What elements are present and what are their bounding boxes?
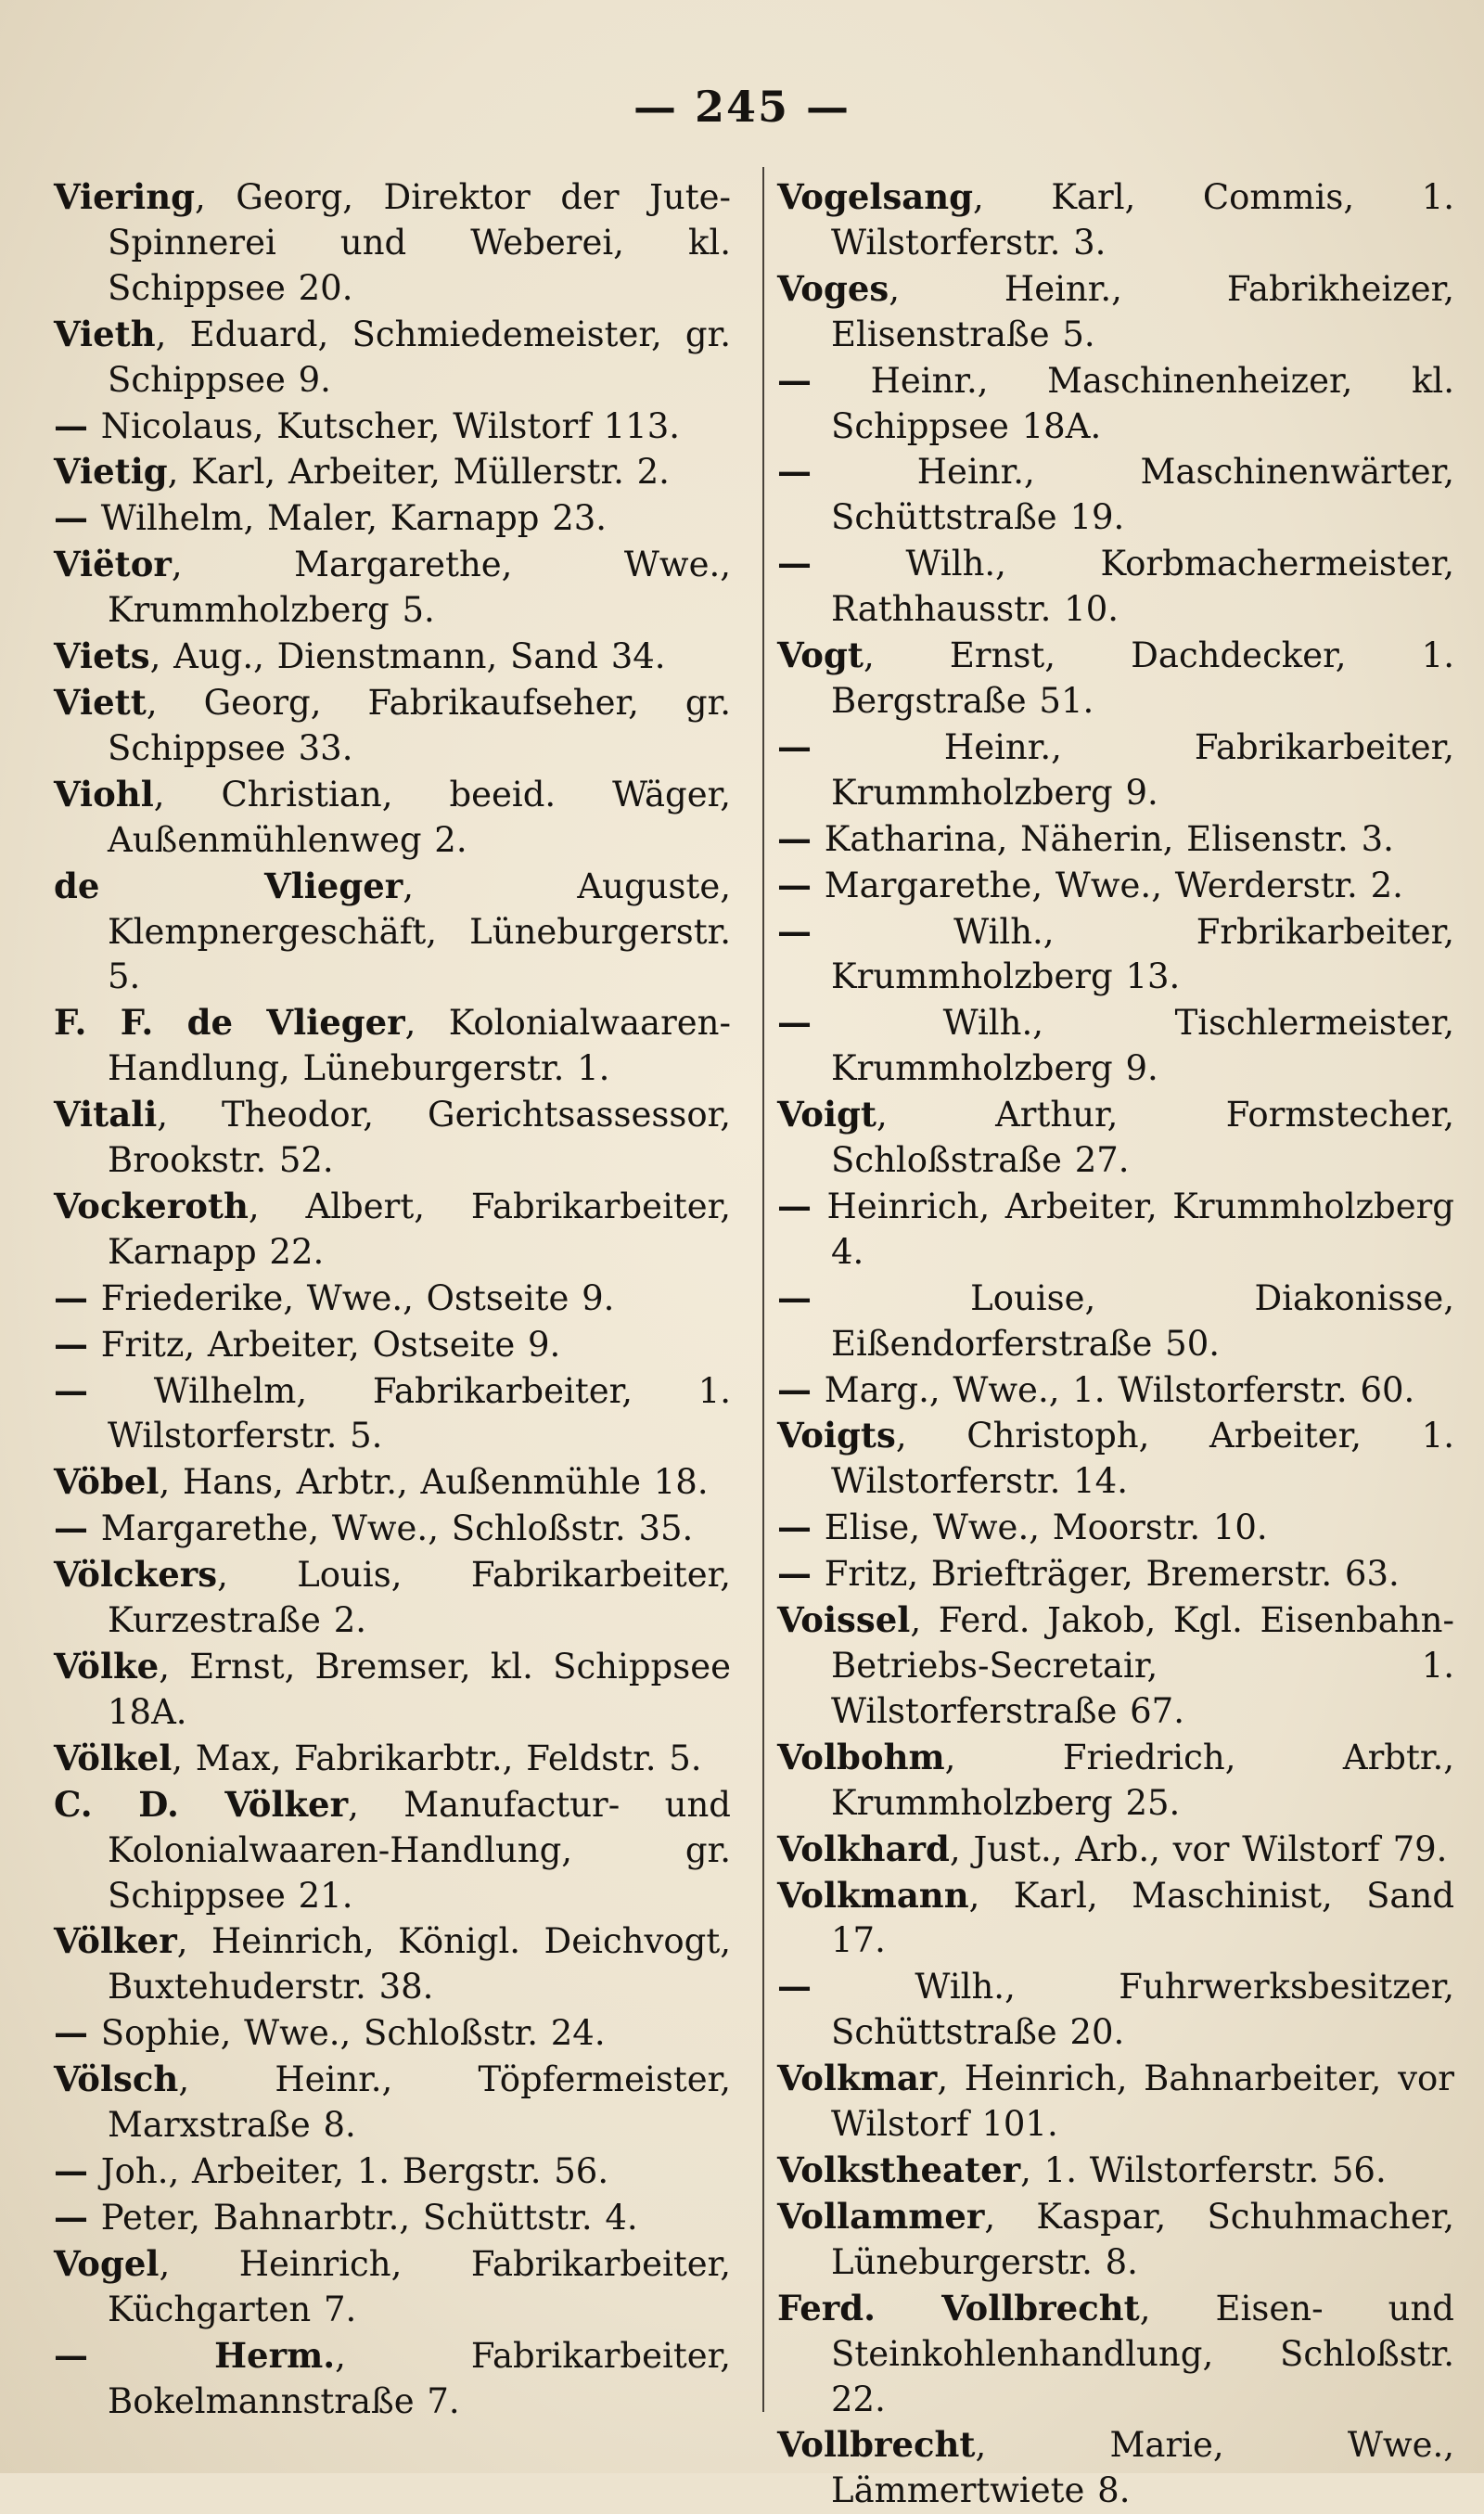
entry-name: — Herm. <box>54 2334 336 2376</box>
entry-name: — <box>777 1276 812 1318</box>
entry-details: , Max, Fabrikarbtr., Feldstr. 5. <box>172 1738 702 1778</box>
entry-name: Volkmar <box>777 2058 938 2099</box>
entry-details: Friederike, Wwe., Ostseite 9. <box>88 1277 615 1318</box>
entry-name: Vieth <box>54 313 156 354</box>
directory-entry <box>54 1368 731 1460</box>
entry-name: — <box>54 1323 88 1365</box>
entry-name: Voges <box>777 267 889 309</box>
directory-entry <box>54 1506 731 1552</box>
entry-details: Margarethe, Wwe., Werderstr. 2. <box>812 865 1403 905</box>
directory-entry <box>54 2010 731 2057</box>
entry-name: — <box>777 1185 812 1226</box>
entry-name: — <box>777 1966 812 2007</box>
entry-details: Sophie, Wwe., Schloßstr. 24. <box>88 2013 606 2054</box>
entry-details: , Auguste, Klempnergeschäft, Lüneburgerstr. 5. <box>108 866 731 997</box>
entry-details: Wilh., Korbmachermeister, Rathhausstr. 10. <box>812 544 1454 630</box>
directory-entry <box>54 1184 731 1276</box>
entry-name: — <box>777 451 812 493</box>
entry-details: , Just., Arb., vor Wilstorf 79. <box>949 1828 1448 1869</box>
directory-entry <box>54 864 731 1001</box>
directory-entry <box>777 2422 1454 2514</box>
entry-name: Vietig <box>54 451 168 493</box>
entry-name: Volkstheater <box>777 2148 1021 2190</box>
entry-name: Vogt <box>777 635 864 676</box>
directory-entry <box>777 1184 1454 1276</box>
directory-entry <box>54 772 731 864</box>
entry-details: , Arthur, Formstecher, Schloßstraße 27. <box>831 1095 1454 1181</box>
directory-entry <box>777 2286 1454 2423</box>
entry-name: — <box>54 2149 88 2191</box>
entry-details: Peter, Bahnarbtr., Schüttstr. 4. <box>88 2197 638 2238</box>
directory-entry <box>777 1000 1454 1092</box>
entry-name: Volkhard <box>777 1828 950 1869</box>
directory-entry <box>54 2195 731 2241</box>
right-column <box>777 174 1454 2514</box>
entry-details: , Hans, Arbtr., Außenmühle 18. <box>159 1462 709 1503</box>
directory-entry <box>777 1276 1454 1367</box>
entry-details: , Albert, Fabrikarbeiter, Karnapp 22. <box>108 1186 731 1272</box>
entry-details: Nicolaus, Kutscher, Wilstorf 113. <box>88 405 681 446</box>
entry-details: , Christian, beeid. Wäger, Außenmühlenweg 2. <box>108 774 731 860</box>
entry-name: Volbohm <box>777 1736 945 1777</box>
directory-entry <box>777 449 1454 541</box>
column-divider <box>762 167 764 2412</box>
entry-details: , Georg, Direktor der Jute-Spinnerei und Weberei, kl. Schippsee 20. <box>108 177 731 308</box>
entry-details: , Heinrich, Fabrikarbeiter, Küchgarten 7. <box>108 2243 731 2329</box>
entry-details: , Georg, Fabrikaufseher, gr. Schippsee 33. <box>108 682 731 768</box>
entry-name: — <box>54 1369 88 1411</box>
directory-entry <box>54 449 731 495</box>
directory-entry <box>777 1873 1454 1965</box>
directory-entry <box>777 358 1454 450</box>
entry-details: Joh., Arbeiter, 1. Bergstr. 56. <box>88 2150 609 2191</box>
directory-entry <box>54 1000 731 1092</box>
entry-details: Fritz, Briefträger, Bremerstr. 63. <box>812 1554 1400 1595</box>
entry-name: Völkel <box>54 1737 173 1778</box>
entry-name: — <box>777 864 812 905</box>
left-column <box>54 174 731 2424</box>
directory-entry <box>777 1551 1454 1597</box>
entry-name: Viets <box>54 635 150 677</box>
directory-entry <box>54 1736 731 1782</box>
entry-details: Elise, Wwe., Moorstr. 10. <box>812 1507 1268 1548</box>
entry-details: Heinr., Fabrikarbeiter, Krummholzberg 9. <box>812 726 1454 813</box>
entry-name: Völker <box>54 1920 177 1962</box>
entry-name: Vockeroth <box>54 1185 249 1226</box>
directory-entry <box>777 541 1454 633</box>
entry-details: Marg., Wwe., 1. Wilstorferstr. 60. <box>812 1369 1415 1410</box>
entry-details: , Theodor, Gerichtsassessor, Brookstr. 52. <box>108 1095 731 1181</box>
directory-entry <box>54 1644 731 1736</box>
directory-entry <box>54 1459 731 1506</box>
entry-name: Volkmann <box>777 1874 969 1916</box>
directory-entry <box>54 1782 731 1919</box>
entry-details: Louise, Diakonisse, Eißendorferstraße 50. <box>812 1277 1454 1364</box>
entry-name: C. D. Völker <box>54 1783 349 1825</box>
directory-entry <box>54 174 731 312</box>
page-number: — 245 — <box>633 82 851 132</box>
entry-name: Voigts <box>777 1415 896 1456</box>
directory-entry <box>54 2333 731 2425</box>
entry-name: Voissel <box>777 1599 911 1641</box>
entry-details: Wilh., Frbrikarbeiter, Krummholzberg 13. <box>812 911 1454 997</box>
entry-name: — <box>777 910 812 952</box>
directory-entry <box>777 633 1454 725</box>
entry-name: — <box>777 359 812 401</box>
entry-name: Vogelsang <box>777 176 974 217</box>
entry-name: Voigt <box>777 1094 877 1135</box>
entry-name: de Vlieger <box>54 865 403 906</box>
entry-name: — <box>54 1507 88 1549</box>
entry-name: Vöbel <box>54 1461 160 1503</box>
entry-details: Margarethe, Wwe., Schloßstr. 35. <box>88 1508 694 1549</box>
entry-name: — <box>54 497 88 539</box>
entry-details: Wilhelm, Maler, Karnapp 23. <box>88 498 608 539</box>
entry-name: F. F. de Vlieger <box>54 1002 405 1044</box>
entry-details: Wilh., Tischlermeister, Krummholzberg 9. <box>812 1003 1454 1089</box>
directory-entry <box>54 1552 731 1644</box>
entry-name: — <box>777 1368 812 1410</box>
entry-details: , Friedrich, Arbtr., Krummholzberg 25. <box>831 1737 1454 1823</box>
entry-details: Fritz, Arbeiter, Ostseite 9. <box>88 1324 561 1365</box>
entry-name: Vollammer <box>777 2195 985 2237</box>
entry-details: , Eisen- und Steinkohlenhandlung, Schloßstr. 22. <box>831 2288 1454 2419</box>
entry-name: Völsch <box>54 2059 179 2100</box>
directory-entry <box>54 680 731 772</box>
entry-name: Vitali <box>54 1094 158 1135</box>
directory-entry <box>777 266 1454 358</box>
directory-entry <box>777 2148 1454 2194</box>
entry-name: Völke <box>54 1646 160 1687</box>
entry-details: , Heinrich, Königl. Deichvogt, Buxtehuderstr. 38. <box>108 1921 731 2007</box>
entry-details: Katharina, Näherin, Elisenstr. 3. <box>812 818 1394 859</box>
directory-entry <box>777 816 1454 863</box>
directory-entry <box>54 634 731 680</box>
entry-details: , Aug., Dienstmann, Sand 34. <box>149 636 666 677</box>
entry-details: Heinr., Maschinenwärter, Schüttstraße 19. <box>812 452 1454 538</box>
entry-name: Viering <box>54 176 195 217</box>
entry-name: Viëtor <box>54 544 172 585</box>
entry-name: Viohl <box>54 773 154 814</box>
entry-details: , Manufactur- und Kolonialwaaren-Handlung, gr. Schippsee 21. <box>108 1784 731 1916</box>
entry-details: , 1. Wilstorferstr. 56. <box>1020 2149 1387 2190</box>
entry-details: , Heinr., Fabrikheizer, Elisenstraße 5. <box>831 268 1454 354</box>
directory-entry <box>777 909 1454 1001</box>
directory-entry <box>54 2148 731 2195</box>
entry-details: , Heinr., Töpfermeister, Marxstraße 8. <box>108 2059 731 2146</box>
entry-name: Vollbrecht <box>777 2424 976 2466</box>
directory-entry <box>54 542 731 634</box>
entry-name: — <box>777 543 812 584</box>
entry-details: , Ferd. Jakob, Kgl. Eisenbahn-Betriebs-Secretair, 1. Wilstorferstraße 67. <box>831 1600 1454 1731</box>
directory-entry <box>777 1735 1454 1827</box>
entry-details: , Kolonialwaaren-Handlung, Lüneburgerstr. 1. <box>108 1003 731 1089</box>
directory-entry <box>777 1092 1454 1184</box>
entry-name: — <box>54 404 88 446</box>
entry-details: , Karl, Arbeiter, Müllerstr. 2. <box>167 452 670 493</box>
directory-entry <box>777 2194 1454 2286</box>
entry-details: , Marie, Wwe., Lämmertwiete 8. <box>831 2425 1454 2511</box>
directory-entry <box>54 1918 731 2010</box>
entry-name: Viett <box>54 681 147 723</box>
entry-details: Wilh., Fuhrwerksbesitzer, Schüttstraße 20. <box>812 1967 1454 2053</box>
entry-details: , Ernst, Dachdecker, 1. Bergstraße 51. <box>831 635 1454 721</box>
entry-name: — <box>54 1276 88 1318</box>
directory-entry <box>777 174 1454 266</box>
entry-name: Vogel <box>54 2242 160 2284</box>
entry-details: , Heinrich, Bahnarbeiter, vor Wilstorf 101. <box>831 2059 1454 2145</box>
entry-name: Völckers <box>54 1554 218 1596</box>
directory-entry <box>777 725 1454 816</box>
directory-entry <box>777 1413 1454 1505</box>
entry-details: , Louis, Fabrikarbeiter, Kurzestraße 2. <box>108 1555 731 1641</box>
entry-details: Heinrich, Arbeiter, Krummholzberg 4. <box>812 1186 1454 1272</box>
directory-entry <box>777 1367 1454 1414</box>
entry-details: , Margarethe, Wwe., Krummholzberg 5. <box>108 545 731 631</box>
directory-entry <box>54 404 731 450</box>
directory-entry <box>54 312 731 404</box>
directory-entry <box>54 1276 731 1322</box>
entry-details: Wilhelm, Fabrikarbeiter, 1. Wilstorferstr. 5. <box>88 1370 731 1456</box>
directory-entry <box>54 1322 731 1368</box>
entry-name: — <box>54 2012 88 2054</box>
entry-name: Ferd. Vollbrecht <box>777 2287 1140 2328</box>
directory-entry <box>54 2057 731 2148</box>
directory-entry <box>54 495 731 542</box>
entry-name: — <box>54 2196 88 2238</box>
directory-entry <box>777 2056 1454 2148</box>
entry-details: , Fabrikarbeiter, Bokelmannstraße 7. <box>108 2335 731 2421</box>
directory-entry <box>777 863 1454 909</box>
entry-details: Heinr., Maschinenheizer, kl. Schippsee 18A. <box>812 360 1454 446</box>
entry-name: — <box>777 1553 812 1595</box>
directory-entry <box>54 1092 731 1184</box>
directory-entry <box>777 1827 1454 1873</box>
directory-entry <box>777 1964 1454 2056</box>
entry-details: , Ernst, Bremser, kl. Schippsee 18A. <box>108 1647 731 1732</box>
entry-name: — <box>777 1002 812 1044</box>
entry-name: — <box>777 817 812 859</box>
entry-name: — <box>777 725 812 767</box>
entry-details: , Eduard, Schmiedemeister, gr. Schippsee 9. <box>108 314 731 400</box>
directory-entry <box>777 1505 1454 1551</box>
entry-details: , Christoph, Arbeiter, 1. Wilstorferstr. 14. <box>831 1416 1454 1502</box>
directory-entry <box>777 1597 1454 1735</box>
entry-name: — <box>777 1507 812 1548</box>
directory-entry <box>54 2241 731 2333</box>
entry-details: , Karl, Maschinist, Sand 17. <box>831 1875 1454 1961</box>
entry-details: , Karl, Commis, 1. Wilstorferstr. 3. <box>831 177 1454 263</box>
entry-details: , Kaspar, Schuhmacher, Lüneburgerstr. 8. <box>831 2196 1454 2282</box>
